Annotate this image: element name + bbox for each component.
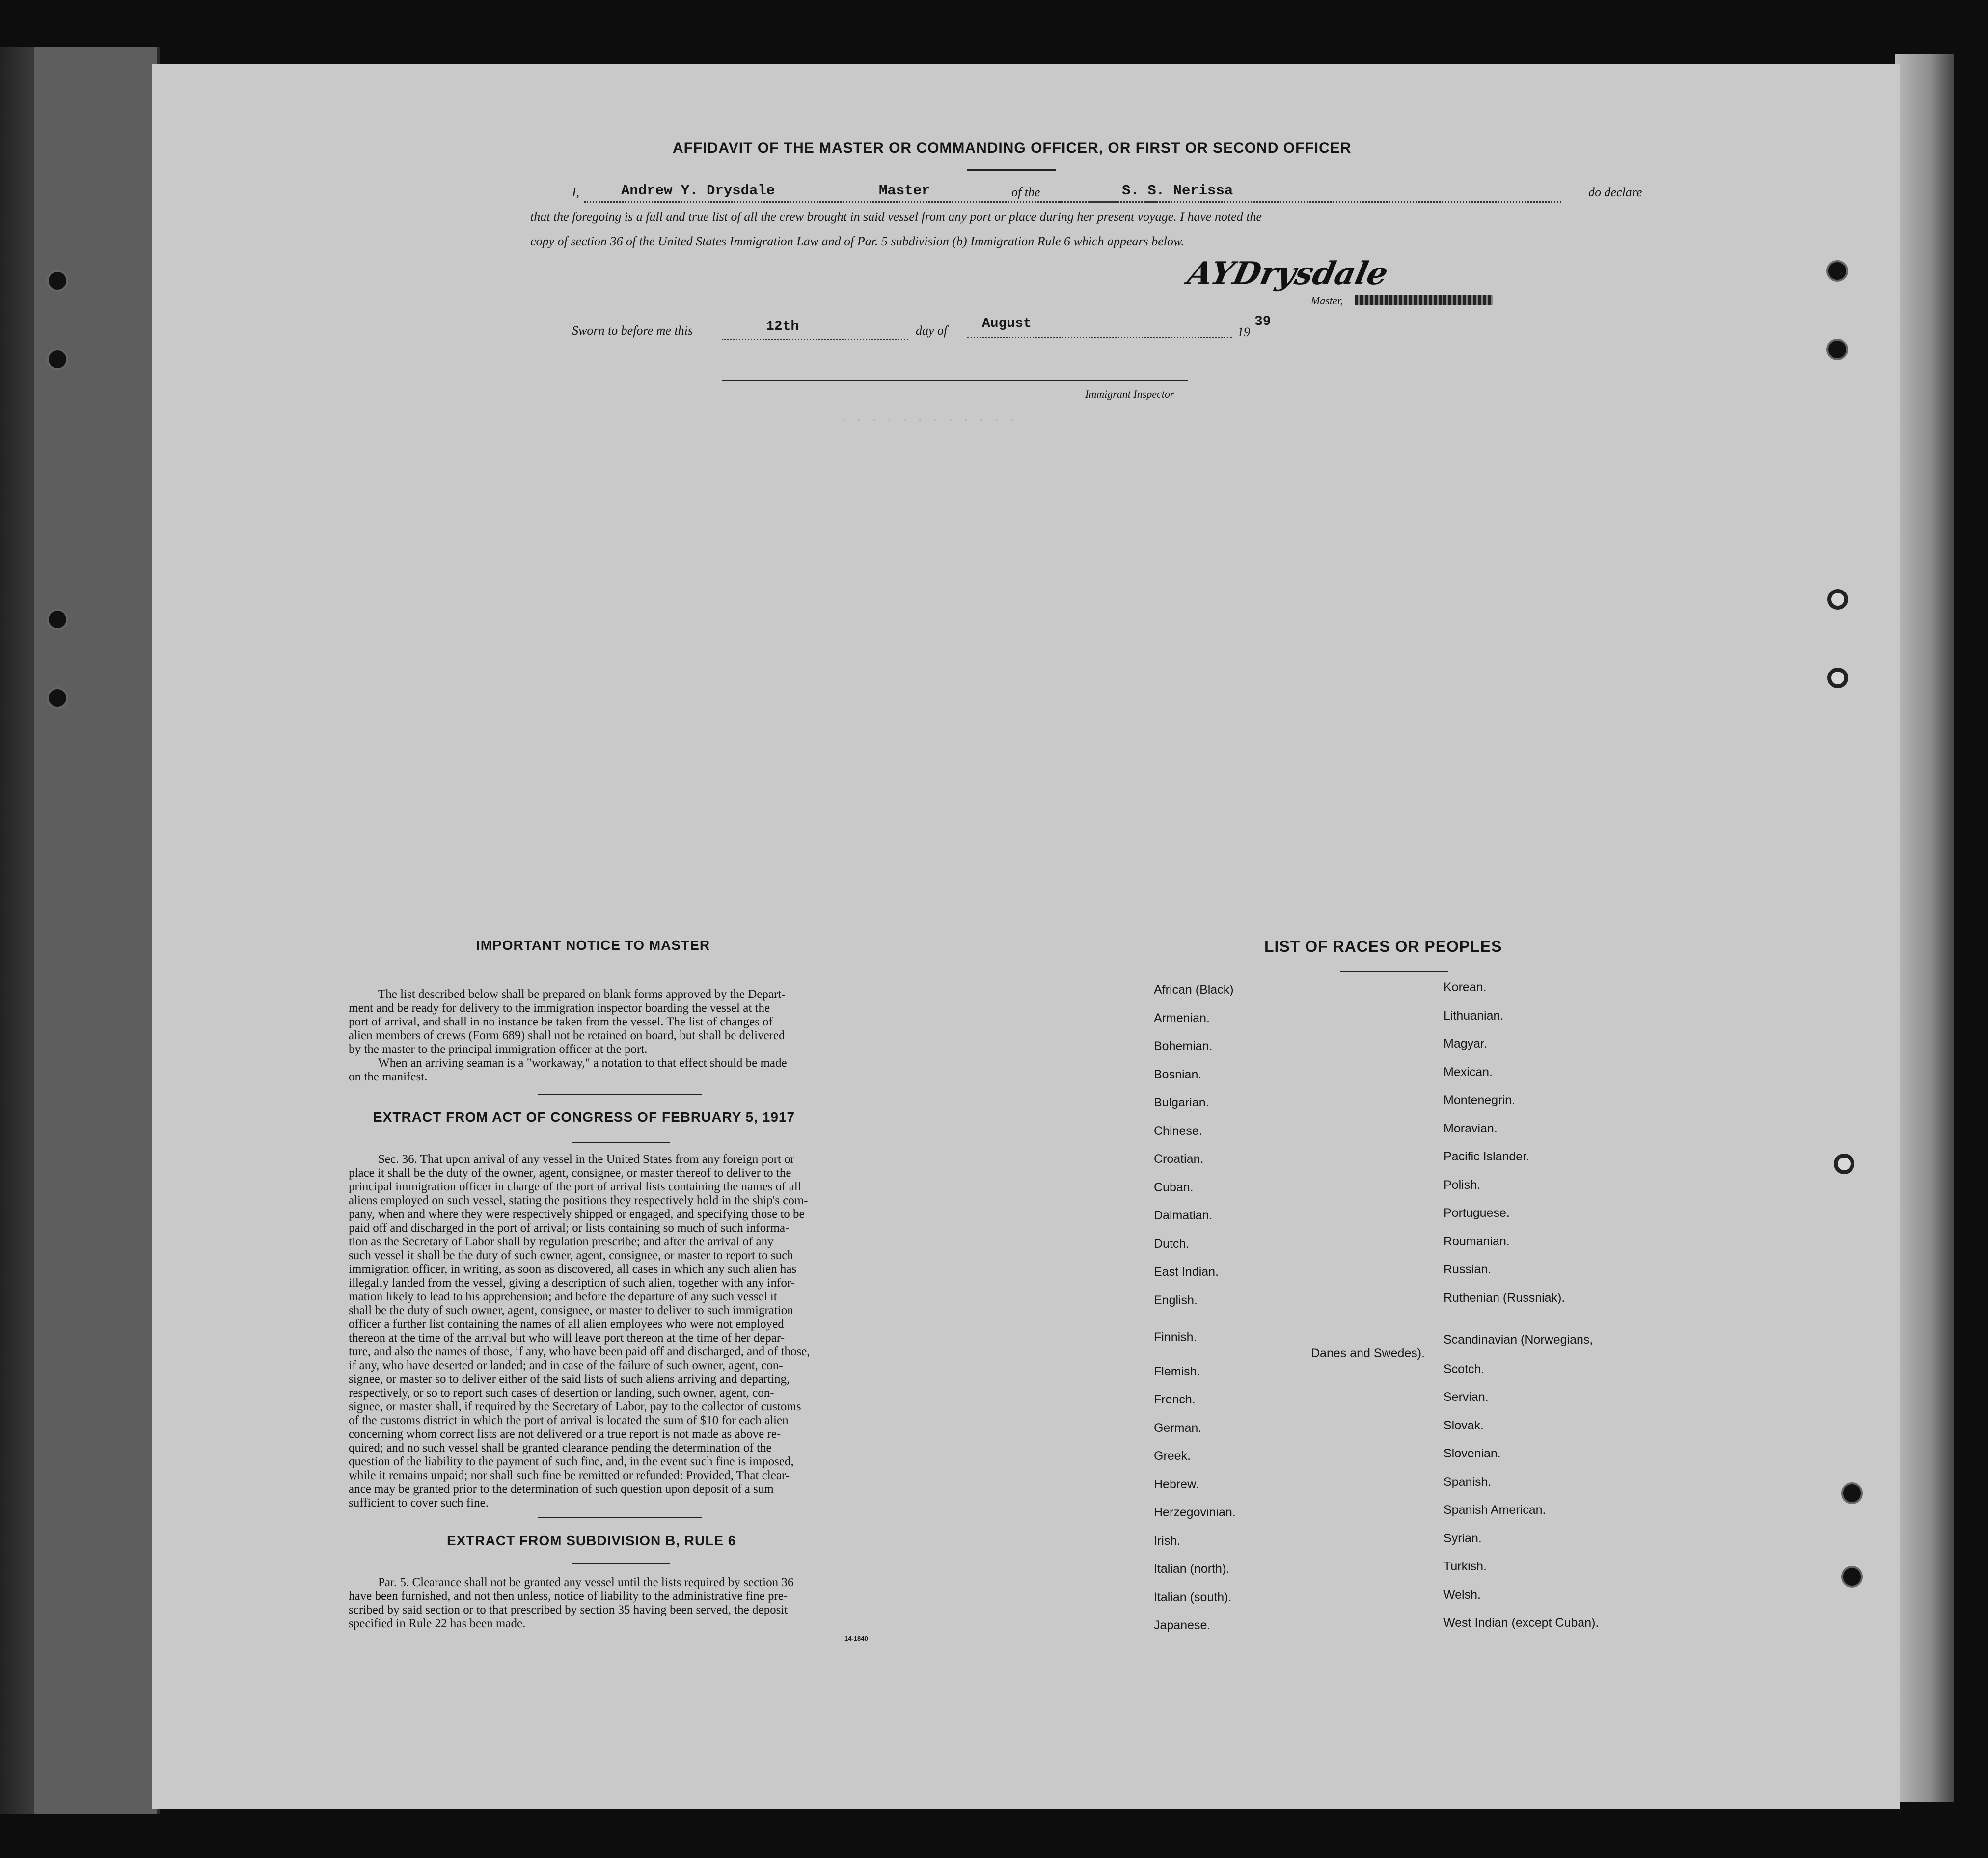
text-line: such vessel it shall be the duty of such owner, agent, consignee, or master to report to such [349, 1249, 793, 1262]
text-line: concerning whom correct lists are not delivered or a true report is not made as above re- [349, 1427, 781, 1441]
race-entry: Italian (north). [1154, 1562, 1230, 1576]
race-entry: Irish. [1154, 1534, 1181, 1548]
text-line: while it remains unpaid; nor shall such fine be remitted or refunded: Provided, That clear- [349, 1469, 790, 1482]
race-entry: Bulgarian. [1154, 1096, 1209, 1109]
race-entry: Spanish American. [1443, 1503, 1546, 1517]
race-entry: Lithuanian. [1443, 1008, 1504, 1023]
races-title: LIST OF RACES OR PEOPLES [1264, 938, 1502, 955]
race-entry: Scandinavian (Norwegians, [1443, 1333, 1593, 1346]
text-line: signee, or master so to deliver either of the said lists of such aliens arriving and departing, [349, 1373, 790, 1386]
extract-rule-title: EXTRACT FROM SUBDIVISION B, RULE 6 [447, 1533, 736, 1548]
struck-out-title [1355, 295, 1493, 305]
year-field: 39 [1254, 314, 1271, 329]
text-line: ture, and also the names of those, if any, who have been paid off and discharged, and of those, [349, 1345, 810, 1358]
text-line: tion as the Secretary of Labor shall by regulation prescribe; and after the arrival of any [349, 1235, 774, 1248]
punch-hole-left-4 [47, 687, 68, 709]
race-entry: Moravian. [1443, 1121, 1498, 1135]
punch-hole-right-6 [1841, 1482, 1863, 1504]
extract-act-body [349, 1153, 903, 1510]
sworn-label: Sworn to before me this [572, 323, 693, 338]
race-entry: Finnish. [1154, 1330, 1197, 1344]
race-entry: Pacific Islander. [1443, 1150, 1530, 1163]
punch-hole-right-7 [1841, 1566, 1863, 1588]
race-entry: Slovak. [1443, 1418, 1484, 1432]
text-line: ment and be ready for delivery to the immigration inspector boarding the vessel at the [349, 1001, 770, 1015]
punch-hole-right-1 [1826, 260, 1848, 282]
inspector-label: Immigrant Inspector [1085, 388, 1174, 400]
punch-hole-right-5 [1834, 1154, 1854, 1174]
extract-act-title: EXTRACT FROM ACT OF CONGRESS OF FEBRUARY 5, 1917 [373, 1109, 795, 1125]
text-line: paid off and discharged in the port of arrival; or lists containing so much of such informa- [349, 1221, 790, 1235]
text-line: if any, who have deserted or landed; and in case of the failure of such owner, agent, con- [349, 1359, 783, 1372]
race-entry: English. [1154, 1293, 1198, 1307]
text-line: illegally landed from the vessel, giving a description of such alien, together with any infor- [349, 1276, 795, 1290]
inspector-signature-line [722, 380, 1188, 381]
race-entry: Chinese. [1154, 1124, 1202, 1138]
text-line: Par. 5. Clearance shall not be granted any vessel until the lists required by section 36 [378, 1576, 794, 1589]
punch-hole-right-4 [1827, 668, 1848, 688]
text-line: The list described below shall be prepared on blank forms approved by the Depart- [378, 988, 786, 1001]
do-declare-label: do declare [1588, 185, 1642, 199]
notice-rule [538, 1094, 702, 1095]
month-field: August [982, 316, 1032, 331]
extract-act-rule [572, 1142, 670, 1143]
text-line: question of the liability to the payment of such fine, and, in the event such fine is imposed, [349, 1455, 794, 1468]
race-entry: Servian. [1443, 1390, 1489, 1404]
text-line: officer a further list containing the names of all alien employees who were not employed [349, 1318, 784, 1331]
day-line [722, 339, 908, 340]
year-prefix: 19 [1237, 325, 1250, 339]
manifest-page [152, 64, 1900, 1809]
text-line: on the manifest. [349, 1070, 428, 1083]
race-entry: Roumanian. [1443, 1234, 1510, 1248]
race-entry: Slovenian. [1443, 1447, 1501, 1460]
race-entry: Magyar. [1443, 1037, 1487, 1050]
race-entry: Cuban. [1154, 1180, 1194, 1194]
punch-hole-right-3 [1827, 589, 1848, 610]
race-entry: French. [1154, 1393, 1196, 1406]
race-entry: East Indian. [1154, 1265, 1219, 1279]
race-entry: Montenegrin. [1443, 1093, 1515, 1107]
affidavit-title: AFFIDAVIT OF THE MASTER OR COMMANDING OFFICER, OR FIRST OR SECOND OFFICER [673, 140, 1352, 156]
race-entry: Italian (south). [1154, 1590, 1232, 1604]
day-field: 12th [766, 319, 799, 334]
text-line: of the customs district in which the port of arrival is located the sum of $10 for each alien [349, 1414, 789, 1427]
text-line: sufficient to cover such fine. [349, 1496, 489, 1509]
affidavit-line-2: that the foregoing is a full and true list of all the crew brought in said vessel from any port or place during her present voyage. I have noted the [530, 210, 1262, 224]
race-entry: Dalmatian. [1154, 1209, 1213, 1222]
text-line: signee, or master shall, if required by the Secretary of Labor, pay to the collector of customs [349, 1400, 801, 1413]
race-entry: Mexican. [1443, 1065, 1493, 1079]
race-entry: Korean. [1443, 980, 1487, 994]
race-entry: West Indian (except Cuban). [1443, 1616, 1599, 1630]
punch-hole-right-2 [1826, 339, 1848, 360]
affidavit-line-3: copy of section 36 of the United States Immigration Law and of Par. 5 subdivision (b) Immigration Rule 6 which appears below. [530, 234, 1184, 248]
of-the-label: of the [1011, 185, 1040, 199]
bleed-through-1: . . . . . . . . . . . . [840, 410, 1016, 425]
race-entry: Polish. [1443, 1178, 1481, 1192]
extract-rule-body [349, 1576, 903, 1631]
race-entry: German. [1154, 1421, 1202, 1435]
text-line: alien members of crews (Form 689) shall not be retained on board, but shall be delivered [349, 1029, 785, 1042]
race-entry: Portuguese. [1443, 1206, 1510, 1220]
text-line: When an arriving seaman is a "workaway," a notation to that effect should be made [378, 1056, 787, 1070]
vessel-line [1056, 201, 1561, 203]
race-entry: African (Black) [1154, 983, 1234, 996]
month-line [967, 337, 1232, 338]
i-label: I, [572, 185, 580, 199]
race-entry: Flemish. [1154, 1364, 1200, 1378]
affidavit-title-rule [967, 169, 1056, 171]
race-entry: Greek. [1154, 1449, 1191, 1463]
text-line: specified in Rule 22 has been made. [349, 1617, 526, 1630]
text-line: thereon at the time of the arrival but who will leave port thereon at the time of her depar- [349, 1331, 785, 1345]
text-line: have been furnished, and not then unless, notice of liability to the administrative fine pre- [349, 1589, 788, 1603]
form-number: 14-1840 [844, 1635, 868, 1642]
binder-strip [34, 47, 160, 1814]
text-line: ance may be granted prior to the determination of such question upon deposit of a sum [349, 1482, 774, 1496]
race-entry: Russian. [1443, 1263, 1492, 1276]
race-entry: Croatian. [1154, 1152, 1204, 1166]
text-line: principal immigration officer in charge of the port of arrival lists containing the names of all [349, 1180, 801, 1193]
punch-hole-left-3 [47, 609, 68, 630]
master-signature-label: Master, [1311, 295, 1343, 307]
punch-hole-left-1 [47, 270, 68, 292]
race-entry: Bohemian. [1154, 1039, 1213, 1053]
text-line: aliens employed on such vessel, stating the positions they respectively hold in the ship's com- [349, 1194, 808, 1207]
text-line: scribed by said section or to that prescribed by section 35 having been served, the deposit [349, 1603, 788, 1616]
race-entry: Dutch. [1154, 1237, 1190, 1251]
vessel-field: S. S. Nerissa [1122, 183, 1233, 199]
race-entry: Armenian. [1154, 1011, 1210, 1025]
text-line: pany, when and where they were respectively shipped or engaged, and specifying those to be [349, 1208, 805, 1221]
text-line: mation likely to lead to his apprehension; and before the departure of any such vessel it [349, 1290, 777, 1303]
text-line: respectively, or so to report such cases of desertion or landing, such owner, agent, con- [349, 1386, 774, 1400]
master-signature: AYDrysdale [1184, 255, 1391, 292]
rank-field: Master [879, 183, 930, 199]
race-entry: Hebrew. [1154, 1477, 1199, 1491]
text-line: Sec. 36. That upon arrival of any vessel in the United States from any foreign port or [378, 1153, 794, 1166]
race-entry: Spanish. [1443, 1475, 1492, 1489]
text-line: shall be the duty of such owner, agent, consignee, or master to deliver to such immigration [349, 1304, 793, 1317]
race-entry: Danes and Swedes). [1311, 1346, 1425, 1360]
text-line: place it shall be the duty of the owner, agent, consignee, or master thereof to deliver to the [349, 1166, 791, 1180]
punch-hole-left-2 [47, 349, 68, 370]
text-line: quired; and no such vessel shall be granted clearance pending the determination of the [349, 1441, 772, 1454]
text-line: immigration officer, in writing, as soon as discovered, all cases in which any such alien has [349, 1263, 797, 1276]
race-entry: Ruthenian (Russniak). [1443, 1291, 1565, 1305]
day-of-label: day of [916, 323, 948, 338]
notice-title: IMPORTANT NOTICE TO MASTER [476, 938, 710, 953]
text-line: port of arrival, and shall in no instance be taken from the vessel. The list of changes of [349, 1015, 773, 1028]
race-entry: Welsh. [1443, 1588, 1481, 1602]
extract-rule-rule [572, 1563, 670, 1564]
race-entry: Herzegovinian. [1154, 1506, 1236, 1519]
race-entry: Japanese. [1154, 1618, 1211, 1632]
race-entry: Bosnian. [1154, 1067, 1202, 1081]
race-entry: Turkish. [1443, 1560, 1487, 1573]
races-rule [1340, 971, 1448, 972]
race-entry: Scotch. [1443, 1362, 1485, 1376]
notice-body [349, 988, 903, 1084]
page-edge-right [1895, 54, 1954, 1802]
extract-act-end-rule [538, 1517, 702, 1518]
text-line: by the master to the principal immigration officer at the port. [349, 1043, 648, 1056]
race-entry: Syrian. [1443, 1531, 1482, 1545]
master-name-field: Andrew Y. Drysdale [621, 183, 775, 199]
